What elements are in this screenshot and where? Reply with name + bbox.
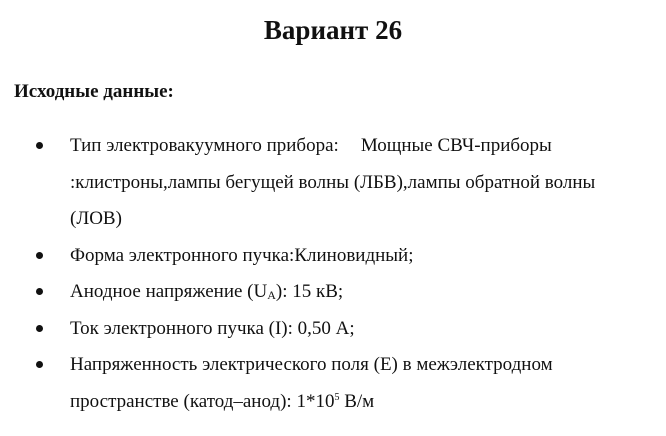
device-type-value: Мощные СВЧ-приборы :клистроны,лампы бегущей волны (ЛБВ),лампы обратной волны (ЛОВ) xyxy=(70,135,596,229)
bullet-icon xyxy=(36,252,43,259)
anode-voltage-subscript: A xyxy=(267,288,276,302)
device-type-label: Тип электровакуумного прибора: xyxy=(70,135,339,156)
section-heading: Исходные данные: xyxy=(14,81,174,102)
list-item-device-type xyxy=(0,128,666,238)
bullet-icon xyxy=(36,142,43,149)
list-item-beam-current xyxy=(0,311,666,348)
anode-voltage-prefix: Анодное напряжение (U xyxy=(70,281,268,302)
bullet-icon xyxy=(36,325,43,332)
parameter-list xyxy=(0,128,666,420)
page-title: Вариант 26 xyxy=(263,15,403,45)
bullet-icon xyxy=(36,361,43,368)
anode-voltage-suffix: ): 15 кВ; xyxy=(275,281,344,302)
list-item-field-strength xyxy=(0,347,666,420)
field-strength-suffix: В/м xyxy=(339,390,375,412)
field-strength-exponent: 5 xyxy=(334,391,340,403)
beam-current-text: Ток электронного пучка (I): 0,50 А; xyxy=(70,317,355,339)
beam-shape-text: Форма электронного пучка:Клиновидный; xyxy=(70,244,414,266)
list-item-anode-voltage xyxy=(0,274,666,311)
list-item-beam-shape xyxy=(0,238,666,275)
bullet-icon xyxy=(36,288,43,295)
field-strength-prefix: Напряженность электрического поля (Е) в межэлектродном пространстве (катод–анод): 1*10 xyxy=(70,354,553,412)
